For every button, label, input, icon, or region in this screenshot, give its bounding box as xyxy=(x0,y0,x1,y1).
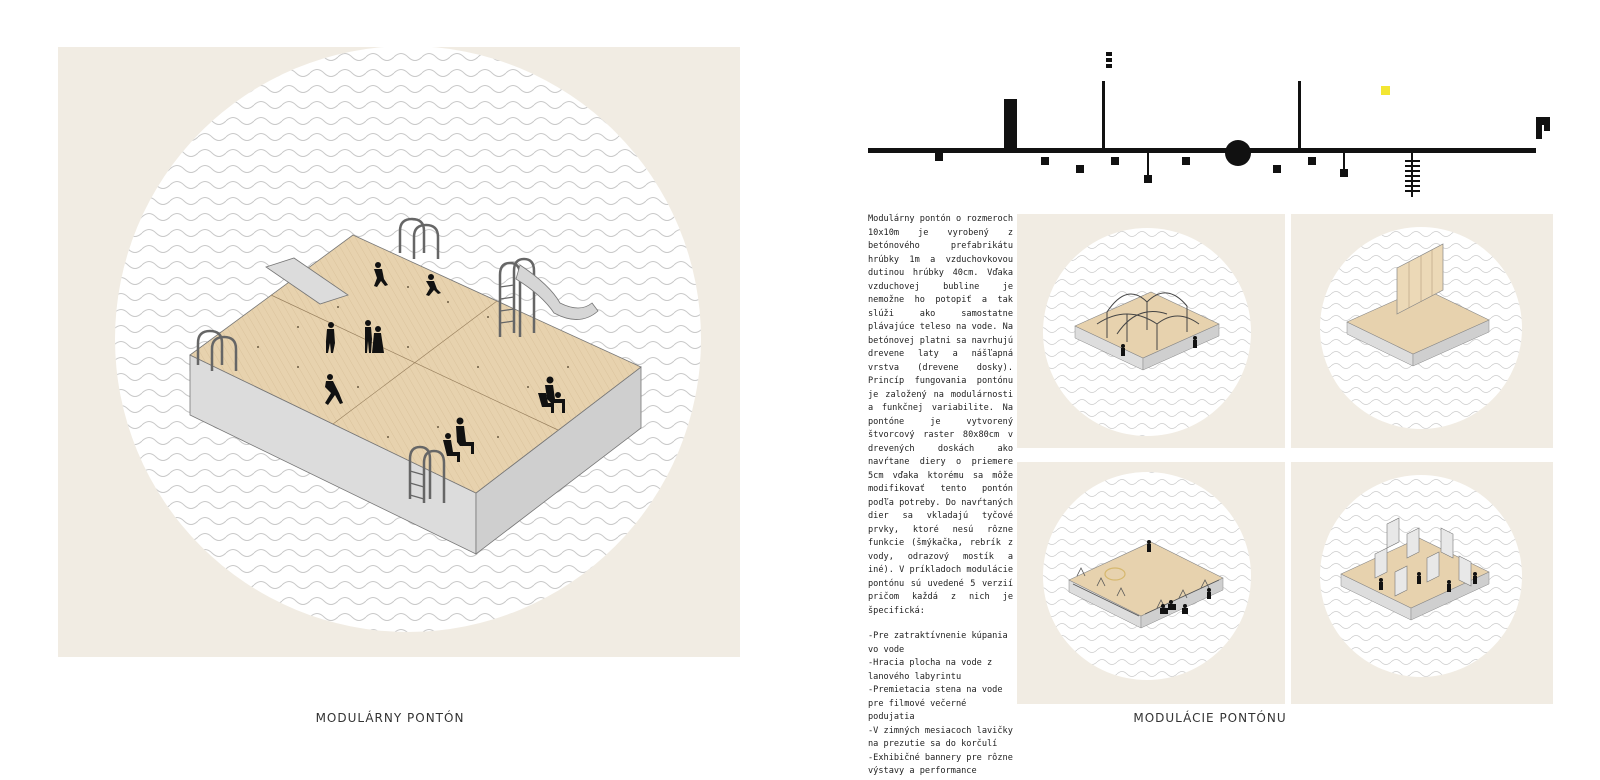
variant-item: -Pre zatraktívnenie kúpania vo vode xyxy=(868,631,1008,655)
description-text xyxy=(868,213,1013,779)
variant-rope-labyrinth xyxy=(1017,214,1285,448)
variant-exhibition-banners xyxy=(1291,462,1553,704)
variant-list xyxy=(868,630,1013,779)
timeline-bar xyxy=(1004,99,1017,151)
variant-skating-benches xyxy=(1017,462,1285,704)
timeline-circle-marker xyxy=(1225,140,1251,166)
variant-item: -Premietacia stena na vode pre filmové večerné podujatia xyxy=(868,685,1003,722)
timeline-yellow-marker xyxy=(1381,86,1390,95)
main-pontoon-illustration xyxy=(58,47,740,657)
timeline-bar xyxy=(1102,81,1105,151)
variant-item: -Hracia plocha na vode z lanového labyrintu xyxy=(868,658,993,682)
timeline-bar xyxy=(1298,81,1301,151)
variant-item: -Exhibičné bannery pre rôzne výstavy a performance xyxy=(868,752,1013,776)
variant-item: -V zimných mesiacoch lavičky na prezutie sa do korčulí xyxy=(868,725,1013,749)
description-paragraph: Modulárny pontón o rozmeroch 10x10m je vyrobený z betónového prefabrikátu hrúbky 1m a vzduchovkovou dutinou hrúbky 40cm. Vďaka vzduchovej bubline je nemožne ho potopiť a tak slúži ako samostatne plávajúce teleso na vode. Na betónovej platni sa navrhujú drevene laty a nášľapná vrstva (drevene dosky). Princíp fungovania pontónu je založený na modulárnosti a funkčnej variabilite. Na pontóne je vytvorený štvorcový raster 80x80cm v drevených doskách ako navŕtane diery o priemere 5cm vďaka ktorému sa môže modifikovať tento pontón podľa potreby. Do navŕtaných dier sa vkladajú tyčové prvky, ktoré nesú rôzne funkcie (šmýkačka, rebrík z vody, odrazový mostík a iné). V príkladoch modulácie pontónu sú uvedené 5 verzií pričom každá z nich je špecifická: xyxy=(868,214,1013,616)
timeline-axis xyxy=(868,148,1536,153)
main-pontoon-panel xyxy=(58,47,740,657)
main-caption: MODULÁRNY PONTÓN xyxy=(315,711,465,725)
timeline-diagram xyxy=(860,45,1560,215)
variant-projection-wall xyxy=(1291,214,1553,448)
variants-caption: MODULÁCIE PONTÓNU xyxy=(1133,711,1287,725)
